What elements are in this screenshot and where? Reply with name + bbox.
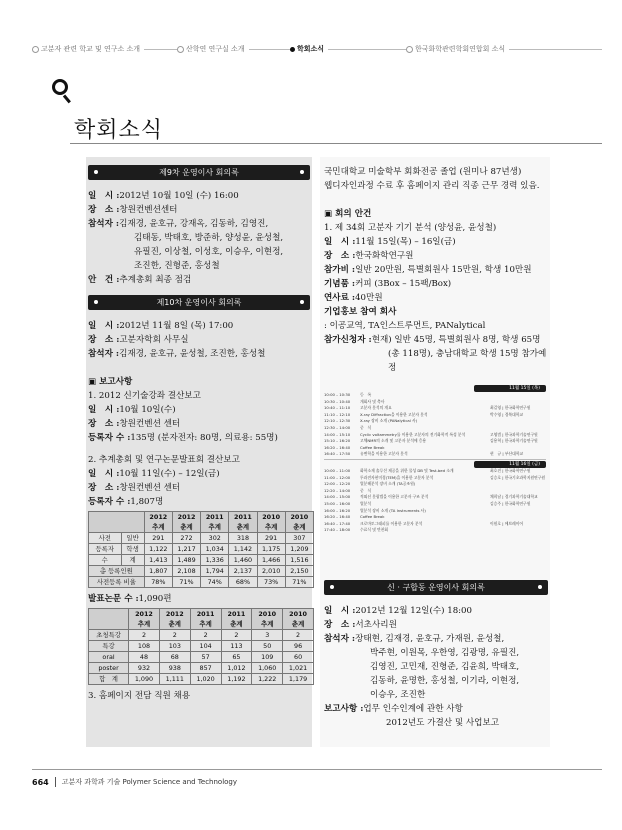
schedule-event: 중 식 <box>360 424 372 430</box>
schedule-presenter: 박수영 | 경북대학교 <box>490 411 524 417</box>
report1-place: 장 소 : 창원컨벤션 센터 <box>88 419 181 429</box>
title-divider <box>70 143 602 144</box>
table-row <box>89 544 314 555</box>
table-row <box>89 630 314 641</box>
table-cell: 1,012 <box>221 663 252 674</box>
schedule-time: 14:00 – 15:00 <box>324 494 351 500</box>
schedule-presenter <box>490 508 546 515</box>
table-cell: 71% <box>285 577 313 588</box>
row-label-cell: 합 계 <box>89 674 129 685</box>
table-cell: 291 <box>144 533 172 544</box>
table-row <box>89 641 314 652</box>
schedule-time: 12:30 – 14:00 <box>324 424 351 430</box>
report-title: ▣ 보고사항 <box>88 377 133 387</box>
row-group-cell: 수 <box>89 555 122 566</box>
schedule-event: 투과전자현미경(TEM)을 이용한 고분자 분석 <box>360 474 434 480</box>
journal-name: 고분자 과학과 기술 Polymer Science and Technology <box>61 778 238 786</box>
table-cell: 272 <box>172 533 200 544</box>
table-cell: 2 <box>129 630 160 641</box>
schedule-row <box>324 432 546 439</box>
board10-date: 일 시 : 2012년 11월 8일 (목) 17:00 <box>88 321 234 331</box>
table-cell: 2,150 <box>285 566 313 577</box>
agenda1-place: 장 소 : 한국화학연구원 <box>324 251 414 261</box>
board9-attendees: 참석자 : 김재경, 윤호규, 강재옥, 김동하, 김영진, <box>88 219 269 229</box>
table-header-cell: 2010 추계 <box>257 512 285 533</box>
table-cell: 2,137 <box>229 566 257 577</box>
schedule-time: 16:40 – 17:50 <box>324 451 351 457</box>
table-cell: 50 <box>252 641 283 652</box>
table-cell: 2 <box>221 630 252 641</box>
table-cell: 1,807 <box>144 566 172 577</box>
nav-label: 고분자 관련 학교 및 연구소 소개 <box>41 45 141 53</box>
table-header-row <box>89 609 314 630</box>
board9-attendees-2: 김태동, 박태호, 방준하, 양성윤, 윤성철, <box>134 233 284 243</box>
schedule-time: 12:20 – 14:00 <box>324 487 351 493</box>
table-cell: 113 <box>221 641 252 652</box>
table-cell: 2 <box>159 630 190 641</box>
report2-title: 2. 추계총회 및 연구논문발표회 결산보고 <box>88 455 240 465</box>
board9-header: 제9차 운영이사 회의록 <box>88 165 310 180</box>
meeting-date: 일 시 : 2012년 12월 12일(수) 18:00 <box>324 606 472 616</box>
nav-label: 한국화학관련학회연합회 소식 <box>415 45 506 53</box>
table-cell: 1,111 <box>159 674 190 685</box>
schedule-event: 수료식 및 만찬회 <box>360 527 389 533</box>
schedule-time: 15:00 – 16:00 <box>324 500 351 506</box>
board9-attendees-3: 유필진, 이상철, 이성호, 이승우, 이현정, <box>134 247 284 257</box>
schedule-event: 열분석 장비 소개 (TA Instruments 사) <box>360 507 426 513</box>
agenda1-date: 일 시 : 11월 15일(목) – 16일(금) <box>324 237 456 247</box>
schedule-row <box>324 392 546 399</box>
row-sub-cell: 일반 <box>121 533 144 544</box>
agenda1-gift: 기념품 : 커피 (3Box – 15팩/Box) <box>324 279 452 289</box>
schedule-time: 16:20 – 16:40 <box>324 514 351 520</box>
row-label-cell: poster <box>89 663 129 674</box>
table-header-cell: 2012 추계 <box>129 609 160 630</box>
table-header-cell: 2010 춘계 <box>283 609 314 630</box>
participants-2: (총 118명), 충남대학교 학생 15명 참가예정 <box>388 349 547 373</box>
meeting-attendees-3: 김영진, 고민재, 진형준, 김윤희, 박태호, <box>370 662 520 672</box>
schedule-separator <box>324 459 546 460</box>
nav-dot-icon <box>32 46 39 53</box>
table-cell: 291 <box>257 533 285 544</box>
report1-date: 일 시 : 10월 10일(수) <box>88 405 176 415</box>
nav-item-news[interactable] <box>290 44 328 54</box>
schedule-time: 15:10 – 16:20 <box>324 438 351 444</box>
meeting-attendees-4: 김동하, 윤명한, 홍성철, 이기라, 이현정, <box>370 676 520 686</box>
board9-agenda: 안 건 : 추계총회 최종 점검 <box>88 275 192 285</box>
schedule-event: 적외선 분광법을 이용한 고분자 구조 분석 <box>360 494 429 500</box>
schedule-time: 10:30 – 10:40 <box>324 398 351 404</box>
table-header-cell <box>89 512 145 533</box>
table-header-cell: 2011 추계 <box>201 512 229 533</box>
table-header-cell: 2010 춘계 <box>285 512 313 533</box>
schedule-presenter: 고영범 | 한국과학기술연구원 <box>490 431 538 437</box>
report1-title: 1. 2012 신기술강좌 결산보고 <box>88 391 201 401</box>
schedule-time: 16:20 – 16:40 <box>324 444 351 450</box>
schedule-presenter <box>490 418 546 425</box>
table-cell: 103 <box>159 641 190 652</box>
schedule-time: 10:40 – 11:10 <box>324 405 351 411</box>
schedule-presenter <box>490 481 546 488</box>
schedule-event: 고분자 분석의 개요 <box>360 405 392 411</box>
seminar-schedule <box>324 385 546 567</box>
table-cell: 2,108 <box>172 566 200 577</box>
meeting-report-2: 2012년도 가결산 및 사업보고 <box>386 718 500 728</box>
schedule-event: 중 식 <box>360 487 372 493</box>
nav-item-labs[interactable] <box>177 44 249 54</box>
row-group-cell: 등록자 <box>89 544 122 555</box>
row-label-cell: oral <box>89 652 129 663</box>
nav-dot-icon <box>406 46 413 53</box>
table-cell: 68% <box>229 577 257 588</box>
table-row <box>89 566 314 577</box>
schedule-presenter <box>490 392 546 399</box>
row-label-cell: 총 등록인원 <box>89 566 145 577</box>
footer-divider <box>32 769 602 770</box>
schedule-presenter <box>490 399 546 406</box>
nav-label: 산학연 연구실 소개 <box>186 45 245 53</box>
schedule-row <box>324 488 546 495</box>
board9-date: 일 시 : 2012년 10월 10일 (수) 16:00 <box>88 191 239 201</box>
table-cell: 932 <box>129 663 160 674</box>
schedule-presenter: 최호진 | 한국화학연구원 <box>490 467 531 473</box>
table-cell: 1,122 <box>144 544 172 555</box>
table-cell: 1,217 <box>172 544 200 555</box>
joint-meeting <box>324 580 548 730</box>
page-footer <box>32 777 602 787</box>
left-column <box>88 165 310 703</box>
meeting-attendees-5: 이승우, 조진한 <box>370 690 426 700</box>
table-cell: 318 <box>229 533 257 544</box>
schedule-row <box>324 501 546 508</box>
table-cell: 1,175 <box>257 544 285 555</box>
row-sub-cell: 학생 <box>121 544 144 555</box>
schedule-event: Coffee Break <box>360 444 385 450</box>
table-cell: 1,222 <box>252 674 283 685</box>
table-cell: 2 <box>283 630 314 641</box>
schedule-event: 열분해분석 장비 소개 (TA공조원) <box>360 481 416 487</box>
table-header-cell <box>89 609 129 630</box>
table-cell: 1,489 <box>172 555 200 566</box>
page-number: 664 <box>32 777 49 787</box>
table-cell: 3 <box>252 630 283 641</box>
table-cell: 71% <box>172 577 200 588</box>
meeting-place: 장 소 : 서초사리원 <box>324 620 397 630</box>
section-nav <box>32 44 602 58</box>
report1-registrants: 등록자 수 : 135명 (분자전자: 80명, 의료용: 55명) <box>88 433 278 443</box>
table-cell: 1,794 <box>201 566 229 577</box>
schedule-row <box>324 481 546 488</box>
schedule-time: 10:00 – 11:00 <box>324 467 351 473</box>
table-row <box>89 533 314 544</box>
row-sub-cell: 계 <box>121 555 144 566</box>
papers-table <box>88 608 314 685</box>
page-title: 학회소식 <box>74 118 164 143</box>
schedule-event: Coffee Break <box>360 514 385 520</box>
table-header-cell: 2012 춘계 <box>159 609 190 630</box>
schedule-row <box>324 514 546 521</box>
schedule-event: X-ray Diffraction을 이용한 고분자 분석 <box>360 411 428 417</box>
table-cell: 109 <box>252 652 283 663</box>
schedule-event: 개회사 및 축사 <box>360 398 385 404</box>
registration-table <box>88 511 314 588</box>
table-row <box>89 652 314 663</box>
table-cell: 857 <box>190 663 221 674</box>
table-cell: 78% <box>144 577 172 588</box>
participants: 참가신청자 : 현재) 일반 45명, 특별회원사 8명, 학생 65명 <box>324 335 541 345</box>
schedule-row <box>324 399 546 406</box>
table-cell: 1,142 <box>229 544 257 555</box>
meeting-report: 보고사항 : 업무 인수인계에 관한 사항 <box>324 704 463 714</box>
table-cell: 1,034 <box>201 544 229 555</box>
table-header-row <box>89 512 314 533</box>
schedule-presenter: 이원호 | 에브레이어 <box>490 520 524 526</box>
nav-label: 학회소식 <box>297 45 325 53</box>
papers-count: 발표논문 수 : 1,090편 <box>88 594 172 604</box>
schedule-time: 16:40 – 17:40 <box>324 520 351 526</box>
nav-dot-icon <box>290 47 295 52</box>
schedule-row <box>324 468 546 475</box>
schedule-time: 17:40 – 18:00 <box>324 527 351 533</box>
schedule-presenter: 김용혁 | 한국과학기술연구원 <box>490 438 538 444</box>
schedule-time: 12:10 – 12:30 <box>324 418 351 424</box>
agenda1-fee: 참가비 : 일반 20만원, 특별회원사 15만원, 학생 10만원 <box>324 265 532 275</box>
schedule-event: 고체NMR의 소개 및 고분자 분석에 응용 <box>360 438 427 444</box>
table-cell: 1,516 <box>285 555 313 566</box>
table-cell: 1,336 <box>201 555 229 566</box>
schedule-event: 화학소재 솔루션 제공을 위한 물성 DB 및 Test-bed 소개 <box>360 467 454 473</box>
table-header-cell: 2011 춘계 <box>229 512 257 533</box>
schedule-presenter <box>490 514 546 521</box>
table-header-cell: 2011 추계 <box>190 609 221 630</box>
schedule-event: 열분석 <box>360 500 372 506</box>
meeting-attendees-2: 박주현, 이원목, 우한영, 김광명, 유필진, <box>370 648 520 658</box>
schedule-presenter <box>490 445 546 452</box>
table-cell: 65 <box>221 652 252 663</box>
schedule-row <box>324 438 546 445</box>
table-cell: 302 <box>201 533 229 544</box>
table-cell: 1,021 <box>283 663 314 674</box>
schedule-presenter: 김승호 | 한국기초과학지원연구원 <box>490 474 546 480</box>
schedule-row <box>324 445 546 452</box>
report2-registrants: 등록자 수 : 1,807명 <box>88 497 164 507</box>
row-label-cell: 초청특강 <box>89 630 129 641</box>
row-label-cell: 특강 <box>89 641 129 652</box>
table-cell: 96 <box>283 641 314 652</box>
table-cell: 1,020 <box>190 674 221 685</box>
schedule-row <box>324 451 546 458</box>
agenda1-lecture-fee: 연사료 : 40만원 <box>324 293 383 303</box>
schedule-presenter <box>490 425 546 432</box>
table-cell: 1,090 <box>129 674 160 685</box>
table-cell: 307 <box>285 533 313 544</box>
table-header-cell: 2010 추계 <box>252 609 283 630</box>
board10-header: 제10차 운영이사 회의록 <box>88 295 310 310</box>
agenda-title: ▣ 회의 안건 <box>324 209 372 219</box>
schedule-row <box>324 521 546 528</box>
table-cell: 74% <box>201 577 229 588</box>
schedule-presenter: 채희남 | 경기과학기술대학교 <box>490 494 538 500</box>
schedule-event: Cyclic voltammetry를 이용한 고분자의 전기화학적 특성 분석 <box>360 431 466 437</box>
agenda1-title: 1. 제 34회 고분자 기기 분석 (양성윤, 윤성철) <box>324 223 497 233</box>
schedule-row <box>324 475 546 482</box>
schedule-row <box>324 425 546 432</box>
row-group-cell: 사전 <box>89 533 122 544</box>
schedule-row <box>324 405 546 412</box>
schedule-row <box>324 527 546 534</box>
intro-line-1: 국민대학교 미술학부 회화전공 졸업 (원미나 87년생) <box>324 167 522 177</box>
table-cell: 1,060 <box>252 663 283 674</box>
schedule-day-badge: 11월 16일 (금) <box>474 461 546 468</box>
schedule-day-badge: 11월 15일 (목) <box>474 385 546 392</box>
row-label-cell: 사전등록 비율 <box>89 577 145 588</box>
table-header-cell: 2012 추계 <box>144 512 172 533</box>
nav-dot-icon <box>177 46 184 53</box>
report2-date: 일 시 : 10월 11일(수) – 12일(금) <box>88 469 220 479</box>
schedule-time: 14:00 – 15:10 <box>324 431 351 437</box>
schedule-presenter: 최길영 | 한국화학연구원 <box>490 405 531 411</box>
magnifier-stem <box>63 95 71 104</box>
schedule-row <box>324 418 546 425</box>
table-row <box>89 577 314 588</box>
table-cell: 2,010 <box>257 566 285 577</box>
board9-place: 장 소 : 창원컨벤션센터 <box>88 205 178 215</box>
schedule-row <box>324 412 546 419</box>
meeting-attendees: 참석자 : 장태현, 김재경, 윤호규, 가재원, 윤성철, <box>324 634 505 644</box>
report2-place: 장 소 : 창원컨벤션 센터 <box>88 483 181 493</box>
table-cell: 1,413 <box>144 555 172 566</box>
table-row <box>89 674 314 685</box>
table-cell: 2 <box>190 630 221 641</box>
table-cell: 48 <box>129 652 160 663</box>
schedule-event: X-ray 장비 소개 (PANalytical 사) <box>360 418 418 424</box>
intro-line-2: 웹디자인과정 수료 후 홈페이지 관리 직종 근무 경력 있음. <box>324 181 540 191</box>
right-column <box>324 165 548 375</box>
schedule-presenter: 현 규 | 부산대학교 <box>490 451 524 457</box>
nav-item-federation[interactable] <box>406 44 509 54</box>
table-cell: 1,460 <box>229 555 257 566</box>
schedule-event: 등 록 <box>360 392 372 397</box>
report3-title: 3. 홈페이지 전담 직원 채용 <box>88 691 191 701</box>
table-cell: 73% <box>257 577 285 588</box>
schedule-time: 16:00 – 16:20 <box>324 507 351 513</box>
nav-item-schools[interactable] <box>32 44 144 54</box>
schedule-presenter <box>490 527 546 534</box>
sponsor-title: 기업홍보 참여 회사 <box>324 307 397 317</box>
table-cell: 1,209 <box>285 544 313 555</box>
board10-attendees: 참석자 : 김재경, 윤호규, 윤성철, 조진한, 홍성철 <box>88 349 266 359</box>
table-header-cell: 2012 춘계 <box>172 512 200 533</box>
joint-meeting-header: 신 · 구합동 운영이사 회의록 <box>324 580 548 595</box>
table-cell: 108 <box>129 641 160 652</box>
footer-separator <box>55 777 56 787</box>
schedule-event: 크로마토그래피를 이용한 고분자 분석 <box>360 520 423 526</box>
schedule-row <box>324 494 546 501</box>
table-row <box>89 555 314 566</box>
table-row <box>89 663 314 674</box>
table-cell: 1,179 <box>283 674 314 685</box>
board10-place: 장 소 : 고분자학회 사무실 <box>88 335 189 345</box>
table-cell: 60 <box>283 652 314 663</box>
schedule-time: 11:10 – 12:10 <box>324 411 351 417</box>
schedule-time: 11:00 – 12:00 <box>324 474 351 480</box>
table-header-cell: 2011 춘계 <box>221 609 252 630</box>
table-cell: 104 <box>190 641 221 652</box>
board9-attendees-4: 조진한, 진형준, 홍성철 <box>134 261 220 271</box>
table-cell: 1,192 <box>221 674 252 685</box>
schedule-time: 12:00 – 12:20 <box>324 481 351 487</box>
sponsor-list: : 이공교역, TA인스트루먼트, PANalytical <box>324 321 486 331</box>
table-cell: 938 <box>159 663 190 674</box>
schedule-row <box>324 508 546 515</box>
table-cell: 57 <box>190 652 221 663</box>
schedule-presenter <box>490 488 546 495</box>
schedule-event: 유변학을 이용한 고분자 분석 <box>360 451 408 457</box>
table-cell: 68 <box>159 652 190 663</box>
schedule-time: 10:00 – 10:30 <box>324 392 351 397</box>
table-cell: 1,466 <box>257 555 285 566</box>
schedule-presenter: 김승주 | 한국화학연구원 <box>490 500 531 506</box>
magnifier-icon <box>52 79 68 95</box>
